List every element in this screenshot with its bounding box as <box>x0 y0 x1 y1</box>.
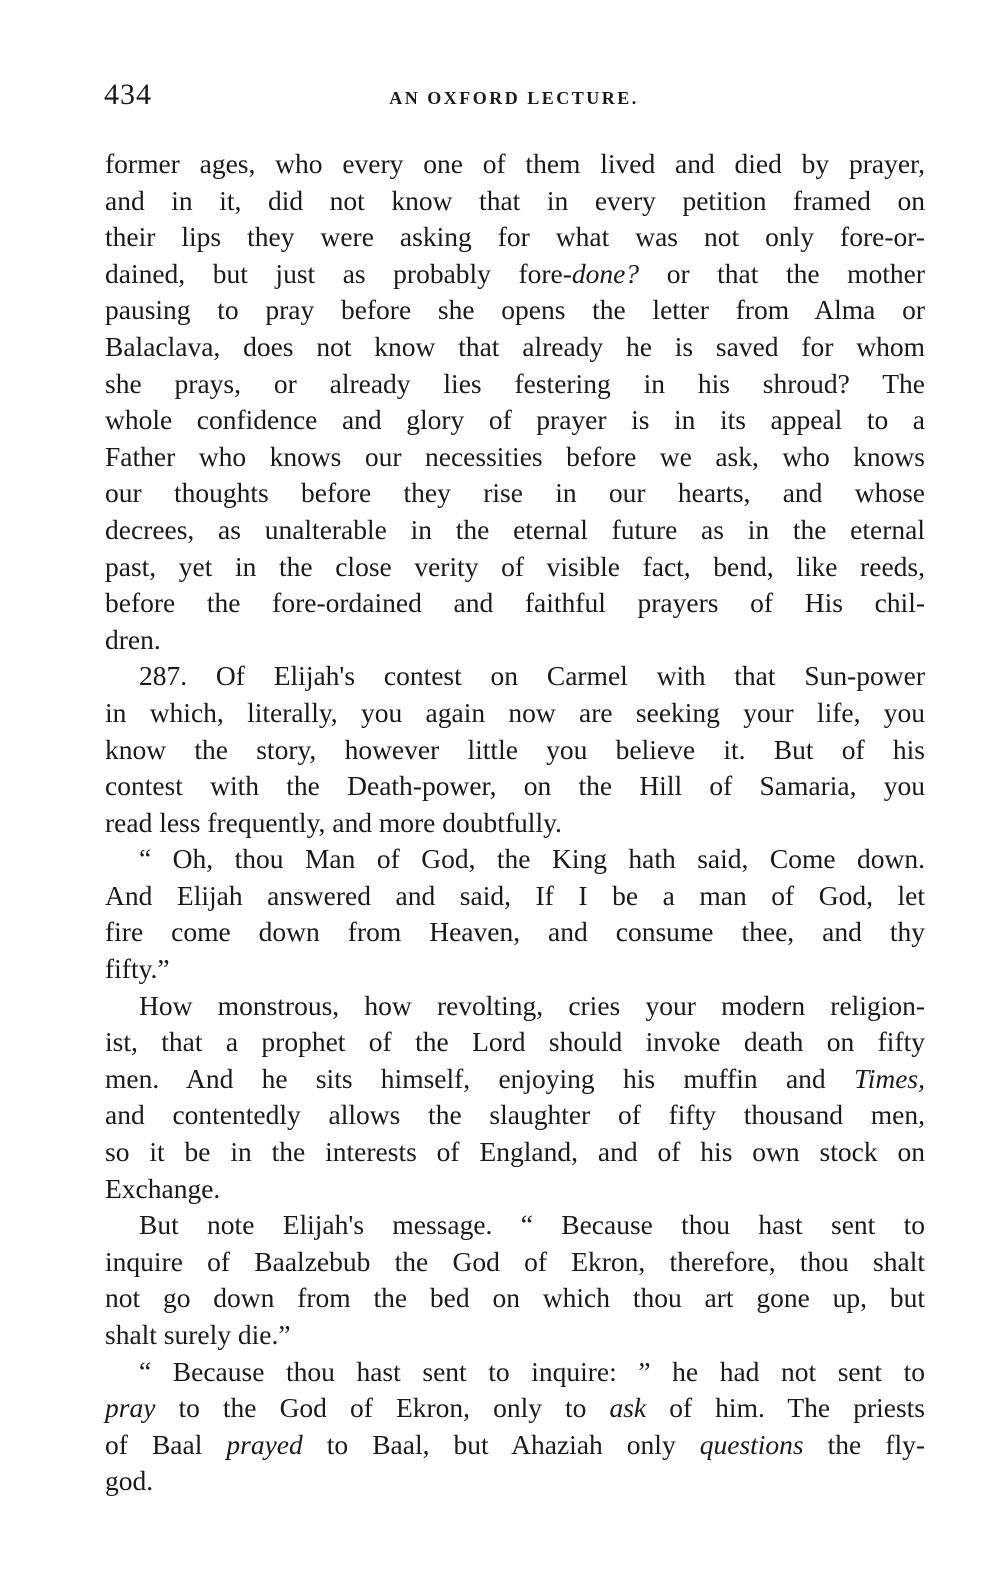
page-header <box>104 78 924 118</box>
text-line: former ages, who every one of them lived and died by prayer, <box>105 148 925 179</box>
text-line: and in it, did not know that in every petition framed on <box>105 184 925 216</box>
paragraph-start-line: But note Elijah's message. “ Because thou hast sent to <box>139 1209 925 1241</box>
text-line: Balaclava, does not know that already he is saved for whom <box>105 330 925 362</box>
text-line: fire come down from Heaven, and consume thee, and thy <box>105 916 925 948</box>
text-line: god. <box>105 1465 154 1497</box>
text-line: know the story, however little you believe it. But of his <box>105 733 925 765</box>
text-line: so it be in the interests of England, and of his own stock on <box>105 1136 925 1168</box>
text-line: contest with the Death-power, on the Hill of Samaria, you <box>105 770 925 802</box>
text-line: their lips they were asking for what was not only fore-or- <box>105 221 925 253</box>
paragraph-start-line: How monstrous, how revolting, cries your modern religion- <box>139 989 925 1021</box>
paragraph-start-line: 287. Of Elijah's contest on Carmel with that Sun-power <box>139 660 925 692</box>
page-number: 434 <box>104 78 152 111</box>
text-line: whole confidence and glory of prayer is in its appeal to a <box>105 404 925 436</box>
text-line: in which, literally, you again now are seeking your life, you <box>105 696 925 728</box>
text-line: and contentedly allows the slaughter of fifty thousand men, <box>105 1099 925 1131</box>
text-line: she prays, or already lies festering in his shroud? The <box>105 367 925 399</box>
text-line: Father who knows our necessities before we ask, who knows <box>105 440 925 472</box>
running-head: AN OXFORD LECTURE. <box>389 88 639 108</box>
text-line: decrees, as unalterable in the eternal future as in the eternal <box>105 513 925 545</box>
text-line: of Baal prayed to Baal, but Ahaziah only questions the fly- <box>105 1428 925 1460</box>
paragraph-start-line: “ Oh, thou Man of God, the King hath said, Come down. <box>139 843 925 875</box>
text-line: ist, that a prophet of the Lord should invoke death on fifty <box>105 1026 925 1058</box>
text-line: And Elijah answered and said, If I be a man of God, let <box>105 879 925 911</box>
paragraph-start-line: “ Because thou hast sent to inquire: ” he had not sent to <box>139 1355 925 1387</box>
text-line: past, yet in the close verity of visible fact, bend, like reeds, <box>105 550 925 582</box>
text-line: read less frequently, and more doubtfully. <box>105 806 562 838</box>
text-line: before the fore-ordained and faithful prayers of His chil- <box>105 587 925 619</box>
text-line: inquire of Baalzebub the God of Ekron, therefore, thou shalt <box>105 1245 925 1277</box>
text-line: pray to the God of Ekron, only to ask of him. The priests <box>105 1392 925 1424</box>
text-line: fifty.” <box>105 953 170 985</box>
text-line: dren. <box>105 623 161 655</box>
body-text <box>105 146 925 1500</box>
text-line: Exchange. <box>105 1172 221 1204</box>
text-line: pausing to pray before she opens the letter from Alma or <box>105 294 925 326</box>
text-line: men. And he sits himself, enjoying his muffin and Times, <box>105 1062 925 1094</box>
text-line: not go down from the bed on which thou art gone up, but <box>105 1282 925 1314</box>
text-line: shalt surely die.” <box>105 1319 291 1350</box>
text-line: our thoughts before they rise in our hearts, and whose <box>105 477 925 509</box>
text-line: dained, but just as probably fore-done? or that the mother <box>105 257 925 289</box>
